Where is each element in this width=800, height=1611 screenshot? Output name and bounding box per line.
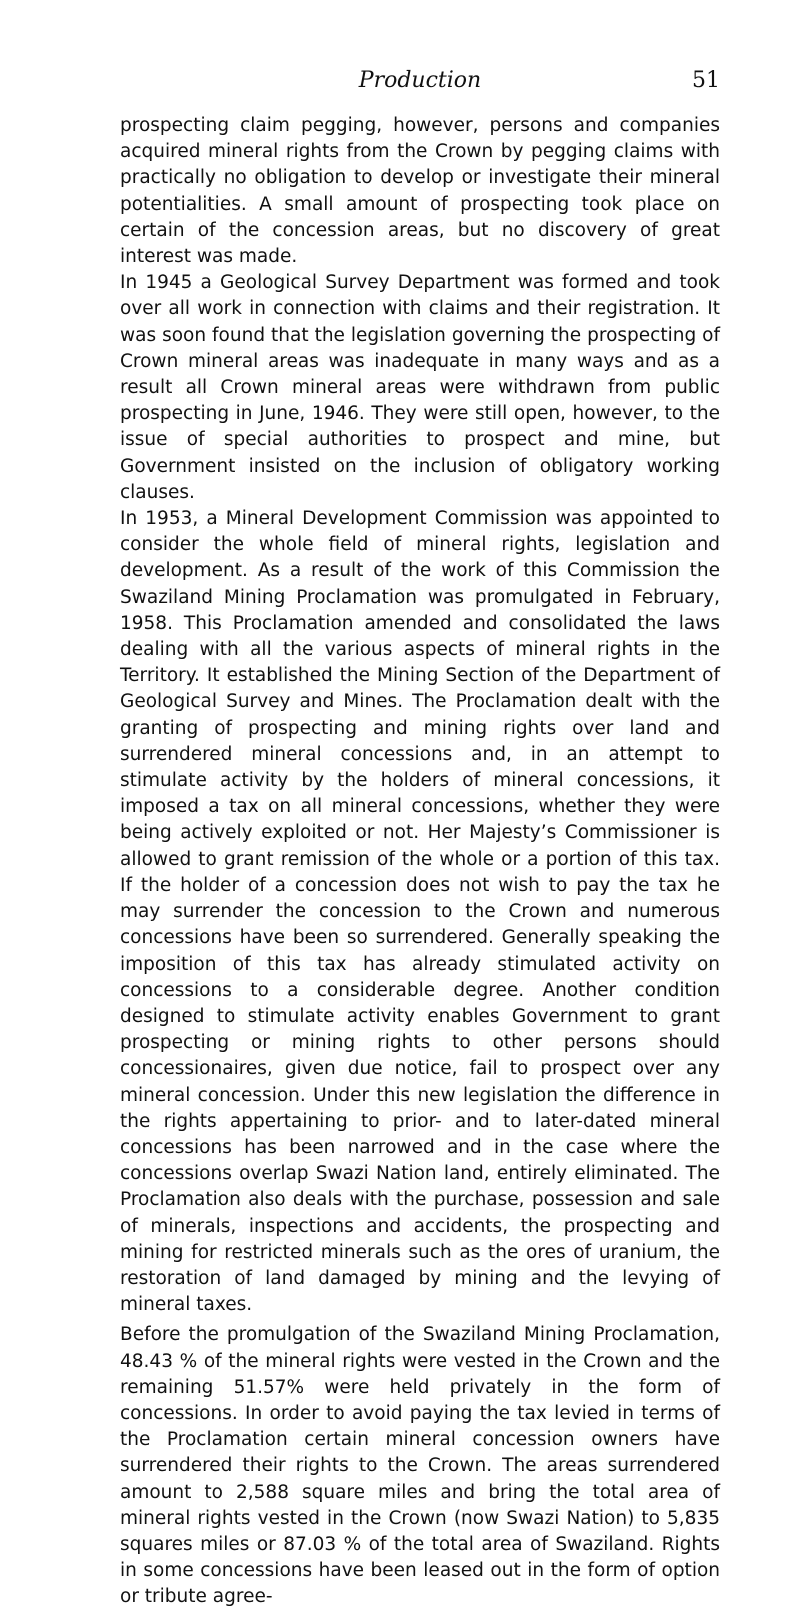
page-number: 51 <box>692 68 720 93</box>
paragraph-claim-pegging: prospecting claim pegging, however, persons and companies acquired mineral rights from the Crown by pegging claims with practically no obligation to develop or investigate their mineral potentialities. A small amount of prospecting took place on certain of the concession areas, but no discovery of great interest was made. <box>120 115 720 268</box>
paragraph-1945-survey: In 1945 a Geological Survey Department was formed and took over all work in connection with claims and their registration. It was soon found that the legislation governing the prospecting of Crown mineral areas was inadequate in many ways and as a result all Crown mineral areas were withdrawn from public prospecting in June, 1946. They were still open, however, to the issue of special authorities to prospect and mine, but Government insisted on the inclusion of obligatory working clauses. <box>120 272 720 503</box>
paragraph-mineral-rights-share: Before the promulgation of the Swaziland Mining Proclamation, 48.43 % of the mineral rights were vested in the Crown and the remaining 51.57% were held privately in the form of concessions. In order to avoid paying the tax levied in terms of the Proclamation certain mineral concession owners have surrendered their rights to the Crown. The areas surrendered amount to 2,588 square miles and bring the total area of mineral rights vested in the Crown (now Swazi Nation) to 5,835 squares miles or 87.03 % of the total area of Swaziland. Rights in some concessions have been leased out in the form of option or tribute agree- <box>120 1324 720 1608</box>
paragraph-1953-commission: In 1953, a Mineral Development Commission was appointed to consider the whole field of mineral rights, legislation and development. As a result of the work of this Commission the Swaziland Mining Proclamation was promulgated in February, 1958. This Proclamation amended and consolidated the laws dealing with all the various aspects of mineral rights in the Territory. It established the Mining Section of the Department of Geological Survey and Mines. The Proclamation dealt with the granting of prospecting and mining rights over land and surrendered mineral concessions and, in an attempt to stimulate activity by the holders of mineral concessions, it imposed a tax on all mineral concessions, whether they were being actively exploited or not. Her Majesty’s Commissioner is allowed to grant remission of the whole or a portion of this tax. If the holder of a concession does not wish to pay the tax he may surrender the concession to the Crown and numerous concessions have been so surrendered. Generally speaking the imposition of this tax has already stimulated activity on concessions to a considerable degree. Another condition designed to stimulate activity enables Government to grant prospecting or mining rights to other persons should concessionaires, given due notice, fail to prospect over any mineral concession. Under this new legislation the difference in the rights appertaining to prior- and to later-dated mineral concessions has been narrowed and in the case where the concessions overlap Swazi Nation land, entirely eliminated. The Proclamation also deals with the purchase, possession and sale of minerals, inspections and accidents, the prospecting and mining for restricted minerals such as the ores of uranium, the restoration of land damaged by mining and the levying of mineral taxes. <box>120 508 720 1316</box>
body-text <box>120 113 720 1611</box>
running-header <box>120 66 720 96</box>
running-title: Production <box>358 68 482 93</box>
